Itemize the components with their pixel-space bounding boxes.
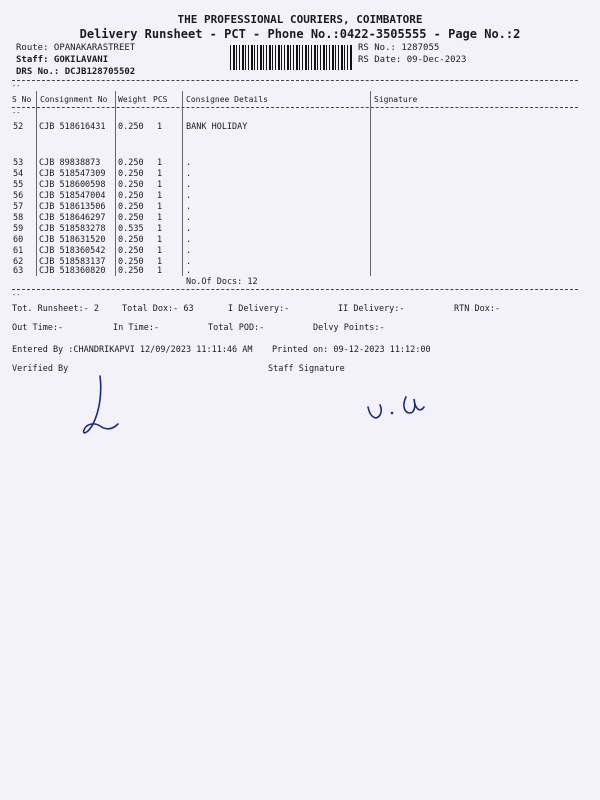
cell-consignment: CJB 518583278 xyxy=(39,224,106,234)
cell-consignment: CJB 518547309 xyxy=(39,169,106,179)
cell-weight: 0.250 xyxy=(118,266,144,276)
dash-marker-3: -- xyxy=(12,291,21,299)
cell-pcs: 1 xyxy=(157,224,163,234)
staff-label: Staff: GOKILAVANI xyxy=(16,55,109,65)
col-header-weight: Weight xyxy=(118,95,147,104)
table-row xyxy=(0,224,600,235)
cell-consignment: CJB 518631520 xyxy=(39,235,106,245)
col-header-pcs: PCS xyxy=(153,95,168,104)
col-header-details: Consignee Details xyxy=(186,95,268,104)
cell-sno: 61 xyxy=(13,246,24,256)
cell-pcs: 1 xyxy=(157,180,163,190)
cell-pcs: 1 xyxy=(157,246,163,256)
entered-by: Entered By :CHANDRIKAPVI 12/09/2023 11:11:46 AM xyxy=(12,345,253,355)
total-pod: Total POD:- xyxy=(208,323,265,333)
table-row xyxy=(0,122,600,133)
cell-weight: 0.250 xyxy=(118,180,144,190)
barcode-image xyxy=(230,45,352,70)
header-divider xyxy=(12,80,578,81)
cell-details: . xyxy=(186,246,192,256)
cell-consignment: CJB 518360542 xyxy=(39,246,106,256)
out-time: Out Time:- xyxy=(12,323,64,333)
cell-details: . xyxy=(186,202,192,212)
cell-pcs: 1 xyxy=(157,202,163,212)
runsheet-subtitle: Delivery Runsheet - PCT - Phone No.:0422-3505555 - Page No.:2 xyxy=(79,27,521,41)
route-label: Route: OPANAKARASTREET xyxy=(16,43,136,53)
table-row xyxy=(0,246,600,257)
cell-pcs: 1 xyxy=(157,235,163,245)
cell-details: . xyxy=(186,180,192,190)
cell-sno: 60 xyxy=(13,235,24,245)
cell-pcs: 1 xyxy=(157,213,163,223)
cell-sno: 53 xyxy=(13,158,24,168)
table-row xyxy=(0,235,600,246)
no-of-docs: No.Of Docs: 12 xyxy=(186,277,258,287)
cell-sno: 58 xyxy=(13,213,24,223)
cell-sno: 56 xyxy=(13,191,24,201)
cell-details: . xyxy=(186,257,192,267)
drs-number: DRS No.: DCJB128705502 xyxy=(16,67,136,77)
table-header-divider xyxy=(12,107,578,108)
table-row xyxy=(0,191,600,202)
cell-pcs: 1 xyxy=(157,158,163,168)
cell-weight: 0.535 xyxy=(118,224,144,234)
cell-details: . xyxy=(186,191,192,201)
total-dox: Total Dox:- 63 xyxy=(122,304,194,314)
cell-consignment: CJB 518583137 xyxy=(39,257,106,267)
table-footer-divider xyxy=(12,289,578,290)
cell-details: . xyxy=(186,169,192,179)
col-header-sno: S No xyxy=(12,95,32,104)
cell-weight: 0.250 xyxy=(118,246,144,256)
cell-sno: 63 xyxy=(13,266,24,276)
cell-weight: 0.250 xyxy=(118,213,144,223)
cell-pcs: 1 xyxy=(157,191,163,201)
verified-by: Verified By xyxy=(12,364,69,374)
cell-sno: 62 xyxy=(13,257,24,267)
cell-details: . xyxy=(186,266,192,276)
printed-on: Printed on: 09-12-2023 11:12:00 xyxy=(272,345,431,355)
table-row xyxy=(0,169,600,180)
tot-runsheet: Tot. Runsheet:- 2 xyxy=(12,304,99,314)
cell-weight: 0.250 xyxy=(118,257,144,267)
table-row xyxy=(0,213,600,224)
cell-pcs: 1 xyxy=(157,266,163,276)
dash-marker-2: -- xyxy=(12,109,21,117)
rs-date: RS Date: 09-Dec-2023 xyxy=(358,55,467,65)
cell-sno: 55 xyxy=(13,180,24,190)
cell-consignment: CJB 518616431 xyxy=(39,122,106,132)
table-row xyxy=(0,180,600,191)
cell-pcs: 1 xyxy=(157,257,163,267)
verifier-signature xyxy=(78,372,123,442)
cell-consignment: CJB 518360820 xyxy=(39,266,106,276)
col-header-signature: Signature xyxy=(374,95,418,104)
cell-sno: 57 xyxy=(13,202,24,212)
staff-signature-label: Staff Signature xyxy=(268,364,345,374)
cell-pcs: 1 xyxy=(157,122,163,132)
cell-details: BANK HOLIDAY xyxy=(186,122,248,132)
cell-weight: 0.250 xyxy=(118,191,144,201)
cell-sno: 59 xyxy=(13,224,24,234)
cell-pcs: 1 xyxy=(157,169,163,179)
cell-weight: 0.250 xyxy=(118,169,144,179)
cell-weight: 0.250 xyxy=(118,158,144,168)
cell-consignment: CJB 518646297 xyxy=(39,213,106,223)
rs-number: RS No.: 1287055 xyxy=(358,43,440,53)
in-time: In Time:- xyxy=(113,323,160,333)
table-row xyxy=(0,158,600,169)
i-delivery: I Delivery:- xyxy=(228,304,290,314)
cell-details: . xyxy=(186,235,192,245)
table-row xyxy=(0,202,600,213)
cell-consignment: CJB 518613506 xyxy=(39,202,106,212)
ii-delivery: II Delivery:- xyxy=(338,304,405,314)
cell-consignment: CJB 89838873 xyxy=(39,158,101,168)
cell-details: . xyxy=(186,213,192,223)
table-row xyxy=(0,266,600,277)
delvy-points: Delvy Points:- xyxy=(313,323,385,333)
cell-weight: 0.250 xyxy=(118,202,144,212)
cell-consignment: CJB 518547004 xyxy=(39,191,106,201)
col-header-consignment: Consignment No xyxy=(40,95,108,104)
cell-details: . xyxy=(186,224,192,234)
cell-details: . xyxy=(186,158,192,168)
cell-weight: 0.250 xyxy=(118,122,144,132)
cell-consignment: CJB 518600598 xyxy=(39,180,106,190)
cell-sno: 52 xyxy=(13,122,24,132)
dash-marker: -- xyxy=(12,82,21,90)
staff-handwritten-signature xyxy=(362,385,437,430)
company-title: THE PROFESSIONAL COURIERS, COIMBATORE xyxy=(177,13,423,26)
cell-weight: 0.250 xyxy=(118,235,144,245)
cell-sno: 54 xyxy=(13,169,24,179)
rtn-dox: RTN Dox:- xyxy=(454,304,501,314)
